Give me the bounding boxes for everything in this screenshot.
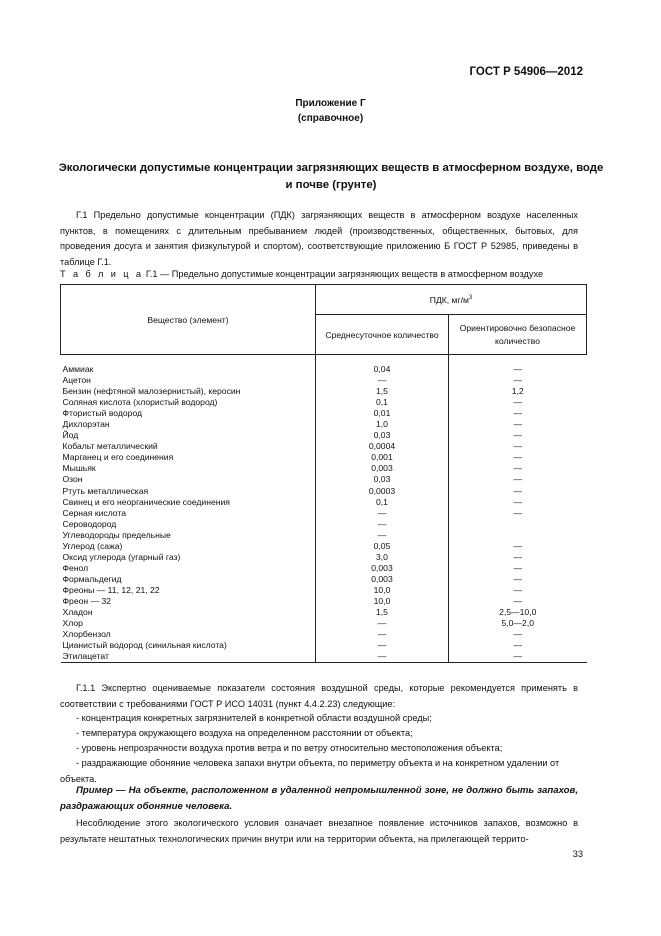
daily-value-cell: 0,03 bbox=[316, 430, 449, 441]
substance-cell: Мышьяк bbox=[62, 463, 96, 474]
daily-value-cell: — bbox=[316, 651, 449, 663]
daily-value-cell: 0,03 bbox=[316, 474, 449, 485]
closing-text: Несоблюдение этого экологического условия означает внезапное появление источников запахов, возможно в результате нештатных технологических причин внутри или на территории объекта, на прилегающей террито- bbox=[60, 818, 578, 844]
substance-cell: Йод bbox=[62, 430, 79, 441]
substance-cell: Этилацетат bbox=[61, 651, 316, 663]
table-row bbox=[61, 629, 587, 640]
header-daily: Среднесуточное количество bbox=[316, 315, 449, 355]
table-row bbox=[61, 486, 587, 497]
safe-value-cell: 1,2 bbox=[449, 386, 587, 397]
substance-cell: Углерод (сажа) bbox=[62, 540, 123, 551]
safe-value-cell: 5,0—2,0 bbox=[449, 618, 587, 629]
substance-cell: Фтористый водород bbox=[62, 408, 143, 419]
header-safe: Ориентировочно безопасное количество bbox=[449, 315, 587, 355]
safe-value-cell bbox=[449, 530, 587, 541]
table-caption-text: Г.1 — Предельно допустимые концентрации загрязняющих веществ в атмосферном воздухе bbox=[143, 269, 544, 279]
table-row bbox=[61, 563, 587, 574]
example-text: Пример — На объекте, расположенном в удаленной непромышленной зоне, не должно быть запахов, раздражающих обоняние человека. bbox=[60, 785, 578, 812]
pdk-table bbox=[60, 284, 587, 663]
header-substance: Вещество (элемент) bbox=[61, 285, 316, 355]
intro-text: Г.1 Предельно допустимые концентрации (ПДК) загрязняющих веществ в атмосферном воздухе населенных пунктов, в помещениях с длительным пребыванием людей (производственных, общественных, бытовых, для проведения досуга и занятия физкультурой и спортом), соответствующие приложению Б ГОСТ Р 52985, приведены в таблице Г.1. bbox=[60, 210, 578, 267]
table-row bbox=[61, 508, 587, 519]
safe-value-cell: — bbox=[449, 355, 587, 376]
daily-value-cell: 1,0 bbox=[316, 419, 449, 430]
daily-value-cell: 3,0 bbox=[316, 552, 449, 563]
bullet-text: - температура окружающего воздуха на определенном расстоянии от объекта; bbox=[76, 728, 413, 738]
safe-value-cell: — bbox=[449, 397, 587, 408]
table-row bbox=[61, 441, 587, 452]
substance-cell: Ацетон bbox=[62, 375, 91, 386]
substance-cell: Хлорбензол bbox=[62, 629, 111, 640]
table-row bbox=[61, 519, 587, 530]
bullet-text: - уровень непрозрачности воздуха против ветра и по ветру относительно местоположения объекта; bbox=[76, 743, 503, 753]
table-row bbox=[61, 430, 587, 441]
table-row bbox=[61, 530, 587, 541]
daily-value-cell: 0,1 bbox=[316, 397, 449, 408]
substance-cell: Ртуть металлическая bbox=[62, 485, 149, 496]
safe-value-cell: — bbox=[449, 375, 587, 386]
table-row bbox=[61, 419, 587, 430]
page-number: 33 bbox=[572, 849, 583, 859]
daily-value-cell: — bbox=[316, 375, 449, 386]
safe-value-cell: — bbox=[449, 430, 587, 441]
safe-value-cell: — bbox=[449, 441, 587, 452]
daily-value-cell: 0,05 bbox=[316, 541, 449, 552]
safe-value-cell: — bbox=[449, 474, 587, 485]
table-row bbox=[61, 541, 587, 552]
g11-paragraph bbox=[60, 681, 578, 712]
daily-value-cell: 0,04 bbox=[316, 355, 449, 376]
substance-cell: Бензин (нефтяной малозернистый), керосин bbox=[62, 386, 241, 397]
safe-value-cell: — bbox=[449, 497, 587, 508]
safe-value-cell: — bbox=[449, 419, 587, 430]
safe-value-cell: — bbox=[449, 629, 587, 640]
safe-value-cell: — bbox=[449, 563, 587, 574]
substance-cell: Кобальт металлический bbox=[62, 441, 158, 452]
table-row bbox=[61, 596, 587, 607]
table-caption bbox=[60, 269, 543, 279]
section-title-line-1: Экологически допустимые концентрации загрязняющих веществ в атмосферном воздухе, воде bbox=[58, 162, 604, 174]
substance-cell: Дихлорэтан bbox=[62, 419, 110, 430]
table-row bbox=[61, 355, 587, 376]
header-pdk bbox=[316, 285, 587, 315]
substance-cell: Фреон — 32 bbox=[62, 595, 112, 606]
safe-value-cell bbox=[449, 519, 587, 530]
daily-value-cell: — bbox=[316, 618, 449, 629]
substance-cell: Оксид углерода (угарный газ) bbox=[62, 551, 181, 562]
daily-value-cell: 0,0003 bbox=[316, 486, 449, 497]
substance-cell: Серная кислота bbox=[62, 507, 127, 518]
intro-paragraph bbox=[60, 208, 578, 270]
table-row bbox=[61, 497, 587, 508]
table-row bbox=[61, 375, 587, 386]
table-caption-prefix: Т а б л и ц а bbox=[60, 269, 144, 279]
standard-number: ГОСТ Р 54906—2012 bbox=[469, 66, 583, 78]
daily-value-cell: — bbox=[316, 508, 449, 519]
table-row bbox=[61, 474, 587, 485]
safe-value-cell: — bbox=[449, 463, 587, 474]
daily-value-cell: 0,003 bbox=[316, 574, 449, 585]
table-row bbox=[61, 618, 587, 629]
table-row bbox=[61, 463, 587, 474]
table-row bbox=[61, 386, 587, 397]
daily-value-cell: — bbox=[316, 519, 449, 530]
table-row bbox=[61, 452, 587, 463]
daily-value-cell: 0,003 bbox=[316, 463, 449, 474]
substance-cell: Сероводород bbox=[62, 518, 117, 529]
closing-paragraph bbox=[60, 816, 578, 847]
annex-type: (справочное) bbox=[297, 113, 364, 124]
daily-value-cell: 10,0 bbox=[316, 596, 449, 607]
substance-cell: Озон bbox=[62, 474, 83, 485]
annex-label: Приложение Г bbox=[295, 98, 366, 109]
bullet-item bbox=[60, 711, 578, 727]
substance-cell: Фенол bbox=[62, 562, 89, 573]
daily-value-cell: — bbox=[316, 640, 449, 651]
substance-cell: Свинец и его неорганические соединения bbox=[62, 496, 230, 507]
table-row bbox=[61, 585, 587, 596]
annex-heading bbox=[0, 96, 661, 126]
daily-value-cell: — bbox=[316, 629, 449, 640]
header-pdk-sup: 3 bbox=[468, 294, 473, 301]
bullet-item bbox=[60, 741, 578, 757]
daily-value-cell: — bbox=[316, 530, 449, 541]
example-note bbox=[60, 783, 578, 815]
table-body bbox=[61, 355, 587, 663]
daily-value-cell: 0,01 bbox=[316, 408, 449, 419]
table-row bbox=[61, 574, 587, 585]
safe-value-cell: — bbox=[449, 596, 587, 607]
substance-cell: Фреоны — 11, 12, 21, 22 bbox=[62, 584, 160, 595]
safe-value-cell: — bbox=[449, 574, 587, 585]
bullet-text: - раздражающие обоняние человека запахи внутри объекта, по периметру объекта и на конкретном удалении от объекта. bbox=[60, 758, 560, 784]
safe-value-cell: — bbox=[449, 452, 587, 463]
safe-value-cell: 2,5—10,0 bbox=[449, 607, 587, 618]
table-row bbox=[61, 651, 587, 663]
substance-cell: Хладон bbox=[62, 607, 93, 618]
substance-cell: Аммиак bbox=[62, 364, 94, 374]
daily-value-cell: 0,003 bbox=[316, 563, 449, 574]
substance-cell: Соляная кислота (хлористый водород) bbox=[62, 397, 218, 408]
table-row bbox=[61, 607, 587, 618]
daily-value-cell: 0,001 bbox=[316, 452, 449, 463]
safe-value-cell: — bbox=[449, 486, 587, 497]
daily-value-cell: 0,0004 bbox=[316, 441, 449, 452]
daily-value-cell: 1,5 bbox=[316, 386, 449, 397]
safe-value-cell: — bbox=[449, 640, 587, 651]
bullet-item bbox=[60, 726, 578, 742]
daily-value-cell: 1,5 bbox=[316, 607, 449, 618]
substance-cell: Хлор bbox=[62, 618, 83, 629]
table-row bbox=[61, 640, 587, 651]
safe-value-cell: — bbox=[449, 408, 587, 419]
table-row bbox=[61, 552, 587, 563]
section-title-line-2: и почве (грунте) bbox=[285, 179, 377, 191]
header-pdk-label: ПДК, мг/м bbox=[429, 294, 469, 305]
substance-cell: Марганец и его соединения bbox=[62, 452, 174, 463]
g11-text: Г.1.1 Экспертно оцениваемые показатели состояния воздушной среды, которые рекомендуется применять в соответствии с требованиями ГОСТ Р ИСО 14031 (пункт 4.4.2.23) следующие: bbox=[60, 683, 578, 709]
section-title bbox=[40, 160, 622, 194]
table-row bbox=[61, 397, 587, 408]
safe-value-cell: — bbox=[449, 508, 587, 519]
substance-cell: Углеводороды предельные bbox=[62, 529, 171, 540]
daily-value-cell: 0,1 bbox=[316, 497, 449, 508]
substance-cell: Формальдегид bbox=[62, 573, 122, 584]
substance-cell: Цианистый водород (синильная кислота) bbox=[62, 640, 227, 651]
safe-value-cell: — bbox=[449, 585, 587, 596]
safe-value-cell: — bbox=[449, 552, 587, 563]
safe-value-cell: — bbox=[449, 651, 587, 663]
daily-value-cell: 10,0 bbox=[316, 585, 449, 596]
table-row bbox=[61, 408, 587, 419]
safe-value-cell: — bbox=[449, 541, 587, 552]
bullet-text: - концентрация конкретных загрязнителей в конкретной области воздушной среды; bbox=[76, 713, 432, 723]
